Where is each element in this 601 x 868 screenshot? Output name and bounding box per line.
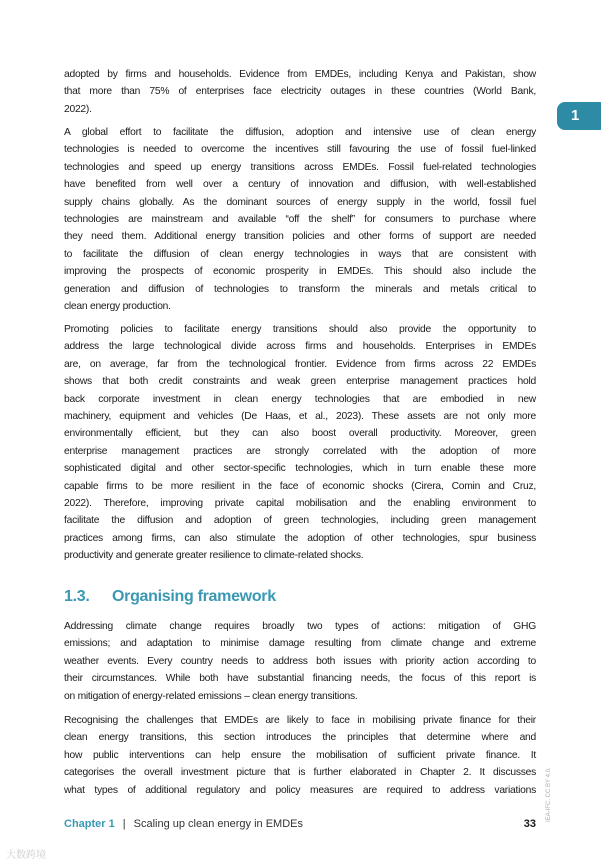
- text-line: supply chains globally. As the dominant sources of energy supply in the world, fossil fuel: [64, 196, 536, 208]
- text-line: their circumstances. While both have substantial financing needs, the focus of this report is: [64, 673, 536, 685]
- text-line: on mitigation of energy-related emissions – clean energy transitions.: [64, 690, 358, 702]
- text-line: environmentally efficient, but they can also boost overall productivity. Moreover, green: [64, 428, 536, 440]
- text-line: how public interventions can help ensure the mobilisation of sufficient private finance. It: [64, 749, 536, 761]
- page-footer: [64, 818, 536, 830]
- text-line: that more than 75% of enterprises face electricity outages in these countries (World Bank,: [64, 86, 536, 98]
- section-number: 1.3.: [64, 588, 90, 605]
- chapter-tab: 1: [557, 102, 601, 130]
- text-line: generation and diffusion of technologies to transform the minerals and metals critical to: [64, 283, 536, 295]
- text-line: weather events. Every country needs to address both issues with priority action according to: [64, 655, 536, 667]
- text-line: emissions; and adaptation to minimise damage resulting from climate change and extreme: [64, 638, 536, 650]
- text-line: practices among firms, can also stimulate the adoption of other technologies, spur business: [64, 532, 536, 544]
- section-heading: [64, 588, 276, 606]
- text-line: address the large technological divide across firms and households. Enterprises in EMDEs: [64, 341, 536, 353]
- text-line: sophisticated digital and other sector-specific technologies, which in turn enable these more: [64, 463, 536, 475]
- text-line: 2022).: [64, 103, 92, 115]
- text-line: facilitate the diffusion and adoption of green technologies, including green management: [64, 515, 536, 527]
- paragraph-3: [64, 321, 536, 564]
- text-line: clean energy production.: [64, 300, 171, 312]
- paragraph-4: [64, 618, 536, 705]
- paragraph-2: [64, 124, 536, 315]
- page-number: 33: [523, 818, 536, 830]
- text-line: what types of additional regulatory and policy measures are required to address variations: [64, 784, 536, 796]
- text-line: back corporate investment in clean energy technologies that are embodied in new: [64, 393, 536, 405]
- footer-chapter: Chapter 1: [64, 818, 115, 830]
- text-line: Recognising the challenges that EMDEs are likely to face in mobilising private finance for their: [64, 715, 536, 726]
- text-line: enterprise management practices are strongly correlated with the adoption of more: [64, 445, 536, 457]
- text-line: A global effort to facilitate the diffusion, adoption and intensive use of clean energy: [64, 127, 536, 138]
- paragraph-5: [64, 712, 536, 799]
- text-line: productivity and generate greater resilience to climate-related shocks.: [64, 550, 364, 562]
- text-line: 2022). Therefore, improving private capital mobilisation and the enabling environment to: [64, 497, 536, 509]
- paragraph-1: [64, 66, 536, 118]
- text-line: improving the prospects of economic prosperity in EMDEs. This should also include the: [64, 266, 536, 278]
- text-line: technologies and speed up energy transitions across EMDEs. Fossil fuel-related technologies: [64, 161, 536, 173]
- text-line: to facilitate the diffusion of clean energy technologies in ways that are consistent with: [64, 248, 536, 260]
- section-title: Organising framework: [112, 588, 276, 605]
- text-line: technologies is needed to overcome the incentives still favouring the use of fossil fuel-linked: [64, 144, 536, 156]
- text-line: capable firms to be more resilient in the face of economic shocks (Cirera, Comin and Cruz,: [64, 480, 536, 492]
- text-line: Addressing climate change requires broadly two types of actions: mitigation of GHG: [64, 621, 536, 632]
- text-line: machinery, equipment and vehicles (De Haas, et al., 2023). These assets are not only more: [64, 410, 536, 422]
- text-line: adopted by firms and households. Evidence from EMDEs, including Kenya and Pakistan, show: [64, 69, 536, 80]
- footer-separator: |: [122, 818, 126, 830]
- text-line: are, on average, far from the technological frontier. Evidence from firms across 22 EMDEs: [64, 358, 536, 370]
- text-line: have benefited from well over a century of innovation and diffusion, with well-established: [64, 179, 536, 191]
- text-line: Promoting policies to facilitate energy transitions should also provide the opportunity to: [64, 324, 536, 335]
- watermark: 大数跨境: [6, 850, 46, 861]
- text-line: shows that both credit constraints and weak green enterprise management practices hold: [64, 376, 536, 388]
- text-line: technologies are mainstream and available “off the shelf” for consumers to purchase where: [64, 213, 536, 225]
- text-line: they need them. Additional energy transition policies and other forms of support are needed: [64, 231, 536, 243]
- license-note: IEA-IFC. CC BY 4.0.: [546, 767, 552, 822]
- text-line: categorises the overall investment picture that is further elaborated in Chapter 2. It discusses: [64, 767, 536, 779]
- text-line: clean energy transitions, this section introduces the principles that determine where and: [64, 732, 536, 744]
- footer-title: Scaling up clean energy in EMDEs: [133, 818, 303, 830]
